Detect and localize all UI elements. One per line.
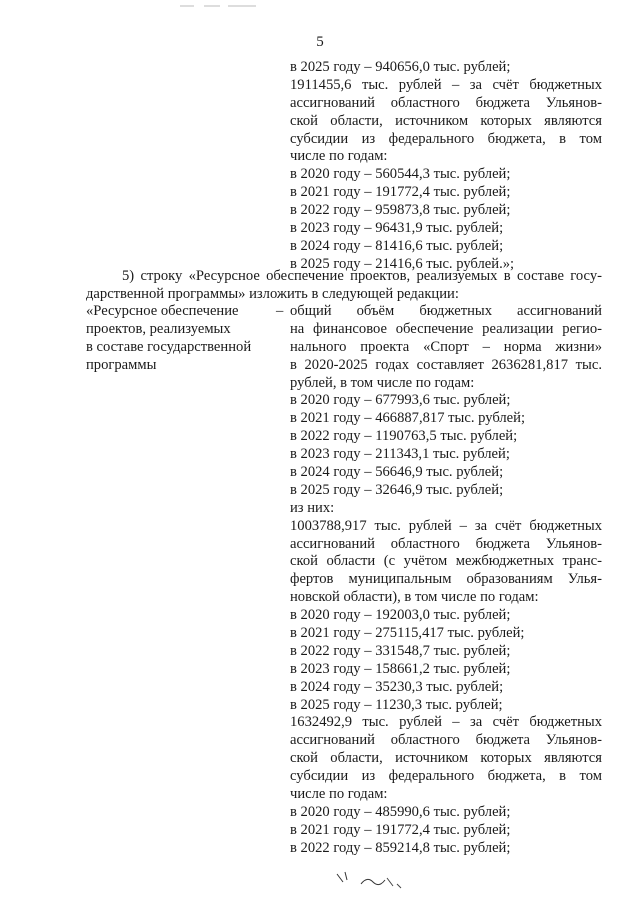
text-line: в 2025 году – 940656,0 тыс. рублей; — [290, 59, 511, 75]
text-line: в 2021 году – 191772,4 тыс. рублей; — [290, 184, 511, 201]
funding-continuation-block — [290, 59, 602, 274]
text-line: в 2022 году – 859214,8 тыс. рублей; — [290, 839, 511, 856]
text-line: в 2025 году – 32646,9 тыс. рублей; — [290, 481, 504, 498]
text-line: ассигнований областного бюджета Ульянов- — [290, 535, 602, 552]
text-line: в 2021 году – 275115,417 тыс. рублей; — [290, 625, 525, 642]
text-line: рублей, в том числе по годам: — [290, 374, 475, 391]
text-line: в 2024 году – 56646,9 тыс. рублей; — [290, 464, 504, 481]
text-line: 1911455,6 тыс. рублей – за счёт бюджетных — [290, 76, 602, 93]
text-line: в 2023 году – 96431,9 тыс. рублей; — [290, 220, 504, 237]
text-line: в 2021 году – 191772,4 тыс. рублей; — [290, 821, 511, 838]
amendment-paragraph — [86, 268, 602, 304]
text-line: «Ресурсное обеспечение — [86, 303, 239, 319]
text-line: в 2020 году – 485990,6 тыс. рублей; — [290, 803, 511, 820]
text-line: в 2024 году – 81416,6 тыс. рублей; — [290, 237, 504, 254]
text-line: в 2020 году – 560544,3 тыс. рублей; — [290, 166, 511, 183]
text-line: в 2022 году – 959873,8 тыс. рублей; — [290, 202, 511, 219]
text-line: в 2024 году – 35230,3 тыс. рублей; — [290, 678, 504, 695]
text-line: программы — [86, 356, 157, 373]
text-line: ассигнований областного бюджета Ульянов- — [290, 94, 602, 111]
text-line: общий объём бюджетных ассигнований — [290, 303, 602, 319]
text-line: в 2020-2025 годах составляет 2636281,817 тыс. — [290, 356, 602, 373]
text-line: 1632492,9 тыс. рублей – за счёт бюджетных — [290, 714, 602, 731]
row-label — [86, 303, 286, 375]
text-line: ской области, источником которых являются — [290, 750, 602, 767]
text-line: проектов, реализуемых — [86, 320, 231, 337]
text-line: числе по годам: — [290, 148, 388, 165]
text-line: в 2022 году – 1190763,5 тыс. рублей; — [290, 428, 518, 445]
text-line: в 2020 году – 677993,6 тыс. рублей; — [290, 392, 511, 409]
text-line: в 2023 году – 211343,1 тыс. рублей; — [290, 446, 510, 463]
resource-provision-block — [290, 303, 602, 858]
text-line: ассигнований областного бюджета Ульянов- — [290, 732, 602, 749]
text-line: в 2022 году – 331548,7 тыс. рублей; — [290, 642, 511, 659]
text-line: субсидии из федерального бюджета, в том — [290, 768, 602, 785]
separator-dash: – — [276, 303, 284, 319]
text-line: в 2025 году – 11230,3 тыс. рублей; — [290, 696, 503, 713]
text-line: в составе государственной — [86, 338, 252, 355]
text-line: на финансовое обеспечение реализации регио- — [290, 320, 602, 337]
text-line: новской области), в том числе по годам: — [290, 589, 539, 606]
text-line: в 2023 году – 158661,2 тыс. рублей; — [290, 660, 511, 677]
scan-artifact-top — [180, 4, 260, 8]
signature-mark — [335, 868, 415, 894]
text-line: ской области, источником которых являются — [290, 112, 602, 129]
text-line: 1003788,917 тыс. рублей – за счёт бюджетных — [290, 517, 602, 534]
text-line: субсидии из федерального бюджета, в том — [290, 130, 602, 147]
text-line: в 2021 году – 466887,817 тыс. рублей; — [290, 410, 526, 427]
text-line: 5) строку «Ресурсное обеспечение проектов, реализуемых в составе госу- — [122, 268, 602, 284]
text-line: нального проекта «Спорт – норма жизни» — [290, 338, 602, 355]
text-line: числе по годам: — [290, 786, 388, 803]
page-number: 5 — [316, 34, 324, 50]
text-line: фертов муниципальным образованиям Улья- — [290, 571, 602, 588]
text-line: в 2020 году – 192003,0 тыс. рублей; — [290, 607, 511, 624]
text-line: ской области (с учётом межбюджетных транс- — [290, 553, 602, 570]
text-line: из них: — [290, 499, 335, 516]
text-line: в 2025 году – 21416,6 тыс. рублей.»; — [290, 255, 515, 272]
text-line: дарственной программы» изложить в следующей редакции: — [86, 285, 459, 302]
